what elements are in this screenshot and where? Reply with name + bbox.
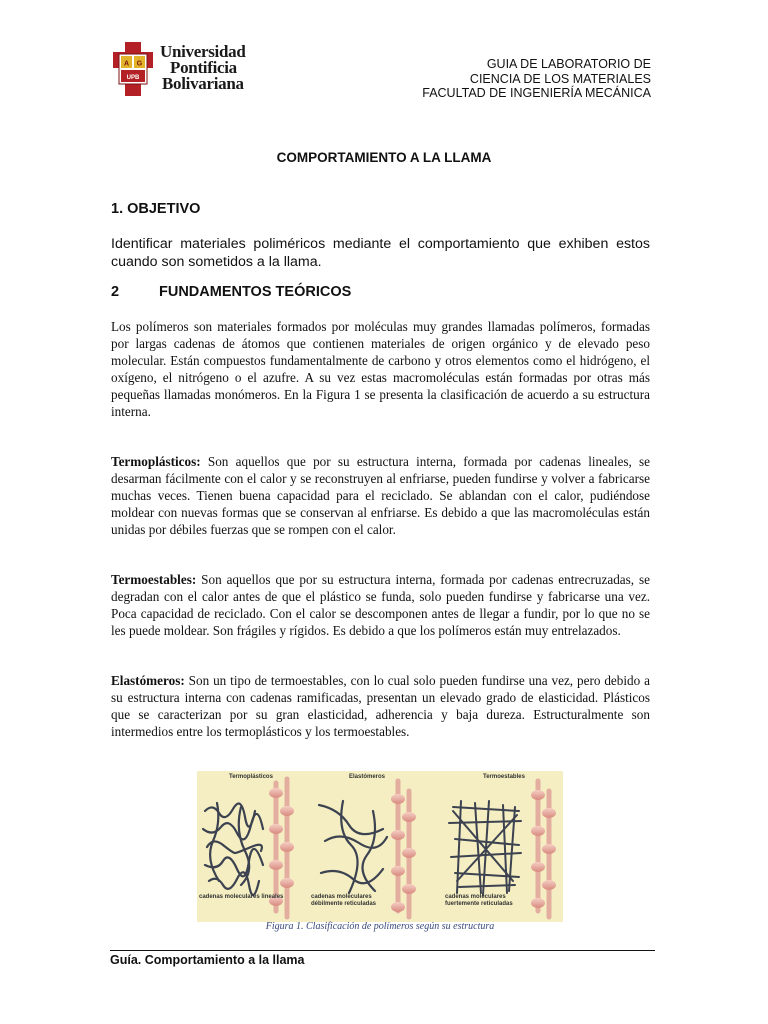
logo-line-1: Universidad xyxy=(160,42,246,61)
header-info xyxy=(422,57,651,101)
termoestables-term: Termoestables: xyxy=(111,572,197,587)
objective-text: Identificar materiales poliméricos mediante el comportamiento que exhiben estos cuando son sometidos a la llama. xyxy=(111,236,650,270)
figure-caption: Figura 1. Clasificación de polímeros según su estructura xyxy=(265,921,495,932)
page-header xyxy=(0,0,768,110)
termoplasticos-term: Termoplásticos: xyxy=(111,454,201,469)
footer-divider xyxy=(110,950,655,951)
polymer-classification-figure xyxy=(197,771,563,922)
section-1-heading: 1. OBJETIVO xyxy=(111,201,201,217)
figure-label-fuerte-2: fuertemente reticuladas xyxy=(445,901,513,907)
termoestables-paragraph xyxy=(111,572,650,640)
figure-label-debil-2: débilmente reticuladas xyxy=(311,901,377,907)
logo-wordmark xyxy=(160,44,246,92)
elastomeros-text: Son un tipo de termoestables, con lo cual solo pueden fundirse una vez, pero debido a su estructura interna con cadenas ramificadas, presentan un elevado grado de elasticidad. Plásticos que se caracterizan por su gran elasticidad, adherencia y baja dureza. Estructuralmente son intermedios entre los termoplásticos y los termoestables. xyxy=(111,673,650,739)
termoplasticos-paragraph xyxy=(111,454,650,539)
shield-logo-icon xyxy=(110,40,156,98)
footer-text: Guía. Comportamiento a la llama xyxy=(110,953,305,967)
svg-text:UPB: UPB xyxy=(126,75,140,81)
figure-title-termoestables: Termoestables xyxy=(483,774,525,780)
termoestables-text: Son aquellos que por su estructura interna, formada por cadenas entrecruzadas, se degradan con el calor antes de que el plástico se funda, solo pueden fundirse y fabricarse una vez. Poca capacidad de reciclado. Con el calor se descomponen antes de llegar a fundir, por lo que no se les puede moldear. Son frágiles y rígidos. Es debido a que los polímeros están muy entrelazados. xyxy=(111,572,650,638)
section-2-number: 2 xyxy=(111,284,120,300)
figure-label-lineales: cadenas moleculares lineales xyxy=(199,894,284,900)
figure-title-termoplasticos: Termoplásticos xyxy=(229,774,273,780)
logo-line-3: Bolivariana xyxy=(162,74,244,93)
intro-paragraph: Los polímeros son materiales formados por moléculas muy grandes llamadas polímeros, formadas por largas cadenas de átomos que contienen materiales de origen orgánico y de elevado peso molecular. Están compuestos fundamentalmente de carbono y otros elementos como el hidrógeno, el oxígeno, el nitrógeno o el azufre. A su vez estas macromoléculas están formadas por otras más pequeñas llamadas monómeros. En la Figura 1 se presenta la clasificación de acuerdo a su estructura interna. xyxy=(111,319,650,419)
elastomeros-paragraph xyxy=(111,673,650,741)
header-line-1: GUIA DE LABORATORIO DE xyxy=(486,57,651,71)
svg-text:G: G xyxy=(136,60,143,68)
figure-label-fuerte-1: cadenas moleculares xyxy=(445,894,506,900)
header-line-2: CIENCIA DE LOS MATERIALES xyxy=(469,71,651,86)
termoplasticos-text: Son aquellos que por su estructura interna, formada por cadenas lineales, se desarman fácilmente con el calor y se reconstruyen al enfriarse, pueden fundirse y volver a fabricarse muchas veces. Tienen buena capacidad para el reciclado. Se ablandan con el calor, pudiéndose moldear con nuevas formas que se conservan al enfriarse. Es debido a que las macromoléculas están unidas por débiles fuerzas que se rompen con el calor. xyxy=(111,454,650,537)
figure-title-elastomeros: Elastómeros xyxy=(349,774,386,780)
university-logo xyxy=(110,40,270,98)
figure-label-debil-1: cadenas moleculares xyxy=(311,894,372,900)
svg-text:A: A xyxy=(123,60,130,68)
header-line-3: FACULTAD DE INGENIERÍA MECÁNICA xyxy=(422,86,651,100)
elastomeros-term: Elastómeros: xyxy=(111,673,185,688)
section-2-heading xyxy=(111,284,351,300)
document-title: COMPORTAMIENTO A LA LLAMA xyxy=(276,150,492,165)
section-2-title: FUNDAMENTOS TEÓRICOS xyxy=(159,284,352,300)
logo-line-2: Pontificia xyxy=(170,58,237,77)
